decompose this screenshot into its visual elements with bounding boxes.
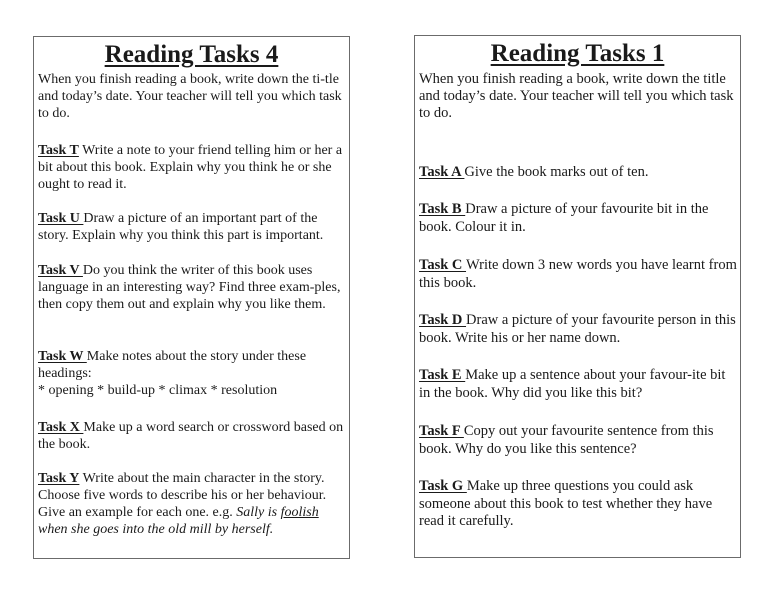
task-label: Task T (38, 143, 79, 158)
task-g (419, 478, 737, 531)
task-label: Task A (419, 164, 465, 180)
task-label: Task D (419, 312, 467, 328)
task-y (38, 470, 346, 538)
task-text: Do you think the writer of this book uses language in an interesting way? Find three exam-ples, then copy them out and explain why you like them. (38, 263, 341, 312)
task-b (419, 201, 737, 236)
task-d (419, 312, 737, 347)
card-title: Reading Tasks 4 (104, 41, 279, 68)
example-text: Sally is (236, 505, 281, 520)
task-u (38, 210, 346, 244)
task-text: Draw a picture of an important part of the story. Explain why you think this part is important. (38, 211, 324, 243)
task-text: Draw a picture of your favourite bit in the book. Colour it in. (419, 201, 709, 235)
task-label: Task V (38, 263, 83, 278)
task-label: Task W (38, 349, 87, 364)
card-intro: When you finish reading a book, write down the title and today’s date. Your teacher will tell you which task to do. (419, 71, 734, 121)
task-text: Write about the main character in the story. Choose five words to describe his or her behaviour. Give an example for each one. e.g. (38, 471, 327, 520)
task-t (38, 142, 346, 193)
reading-tasks-1-card (414, 35, 741, 558)
task-text: Write a note to your friend telling him or her a bit about this book. Explain why you think he or she ought to read it. (38, 143, 343, 192)
task-label: Task E (419, 367, 466, 383)
reading-tasks-4-card (33, 36, 350, 559)
task-headings: * opening * build-up * climax * resolution (38, 383, 278, 398)
task-f (419, 423, 737, 458)
task-e (419, 367, 737, 402)
example-word: foolish (280, 505, 319, 520)
task-text: Draw a picture of your favourite person in this book. Write his or her name down. (419, 312, 736, 346)
example-text-end: when she goes into the old mill by herself. (38, 522, 274, 537)
task-label: Task B (419, 201, 466, 217)
task-label: Task U (38, 211, 84, 226)
task-label: Task F (419, 423, 464, 439)
task-text: Write down 3 new words you have learnt from this book. (419, 257, 737, 291)
task-label: Task C (419, 257, 467, 273)
task-w (38, 348, 346, 399)
task-text: Make up three questions you could ask someone about this book to test whether they have read it carefully. (419, 478, 713, 529)
task-v (38, 262, 346, 313)
task-label: Task Y (38, 471, 80, 486)
task-text: Make up a word search or crossword based on the book. (38, 420, 344, 452)
task-label: Task X (38, 420, 84, 435)
task-text: Make notes about the story under these headings: (38, 349, 307, 381)
task-a (419, 164, 737, 182)
card-title: Reading Tasks 1 (490, 40, 665, 67)
task-text: Copy out your favourite sentence from this book. Why do you like this sentence? (419, 423, 714, 457)
task-text: Make up a sentence about your favour-ite bit in the book. Why did you like this bit? (419, 367, 726, 401)
task-label: Task G (419, 478, 467, 494)
card-intro: When you finish reading a book, write down the ti-tle and today’s date. Your teacher will tell you which task to do. (38, 72, 342, 121)
task-c (419, 257, 737, 292)
task-text: Give the book marks out of ten. (464, 164, 649, 180)
task-x (38, 419, 346, 453)
